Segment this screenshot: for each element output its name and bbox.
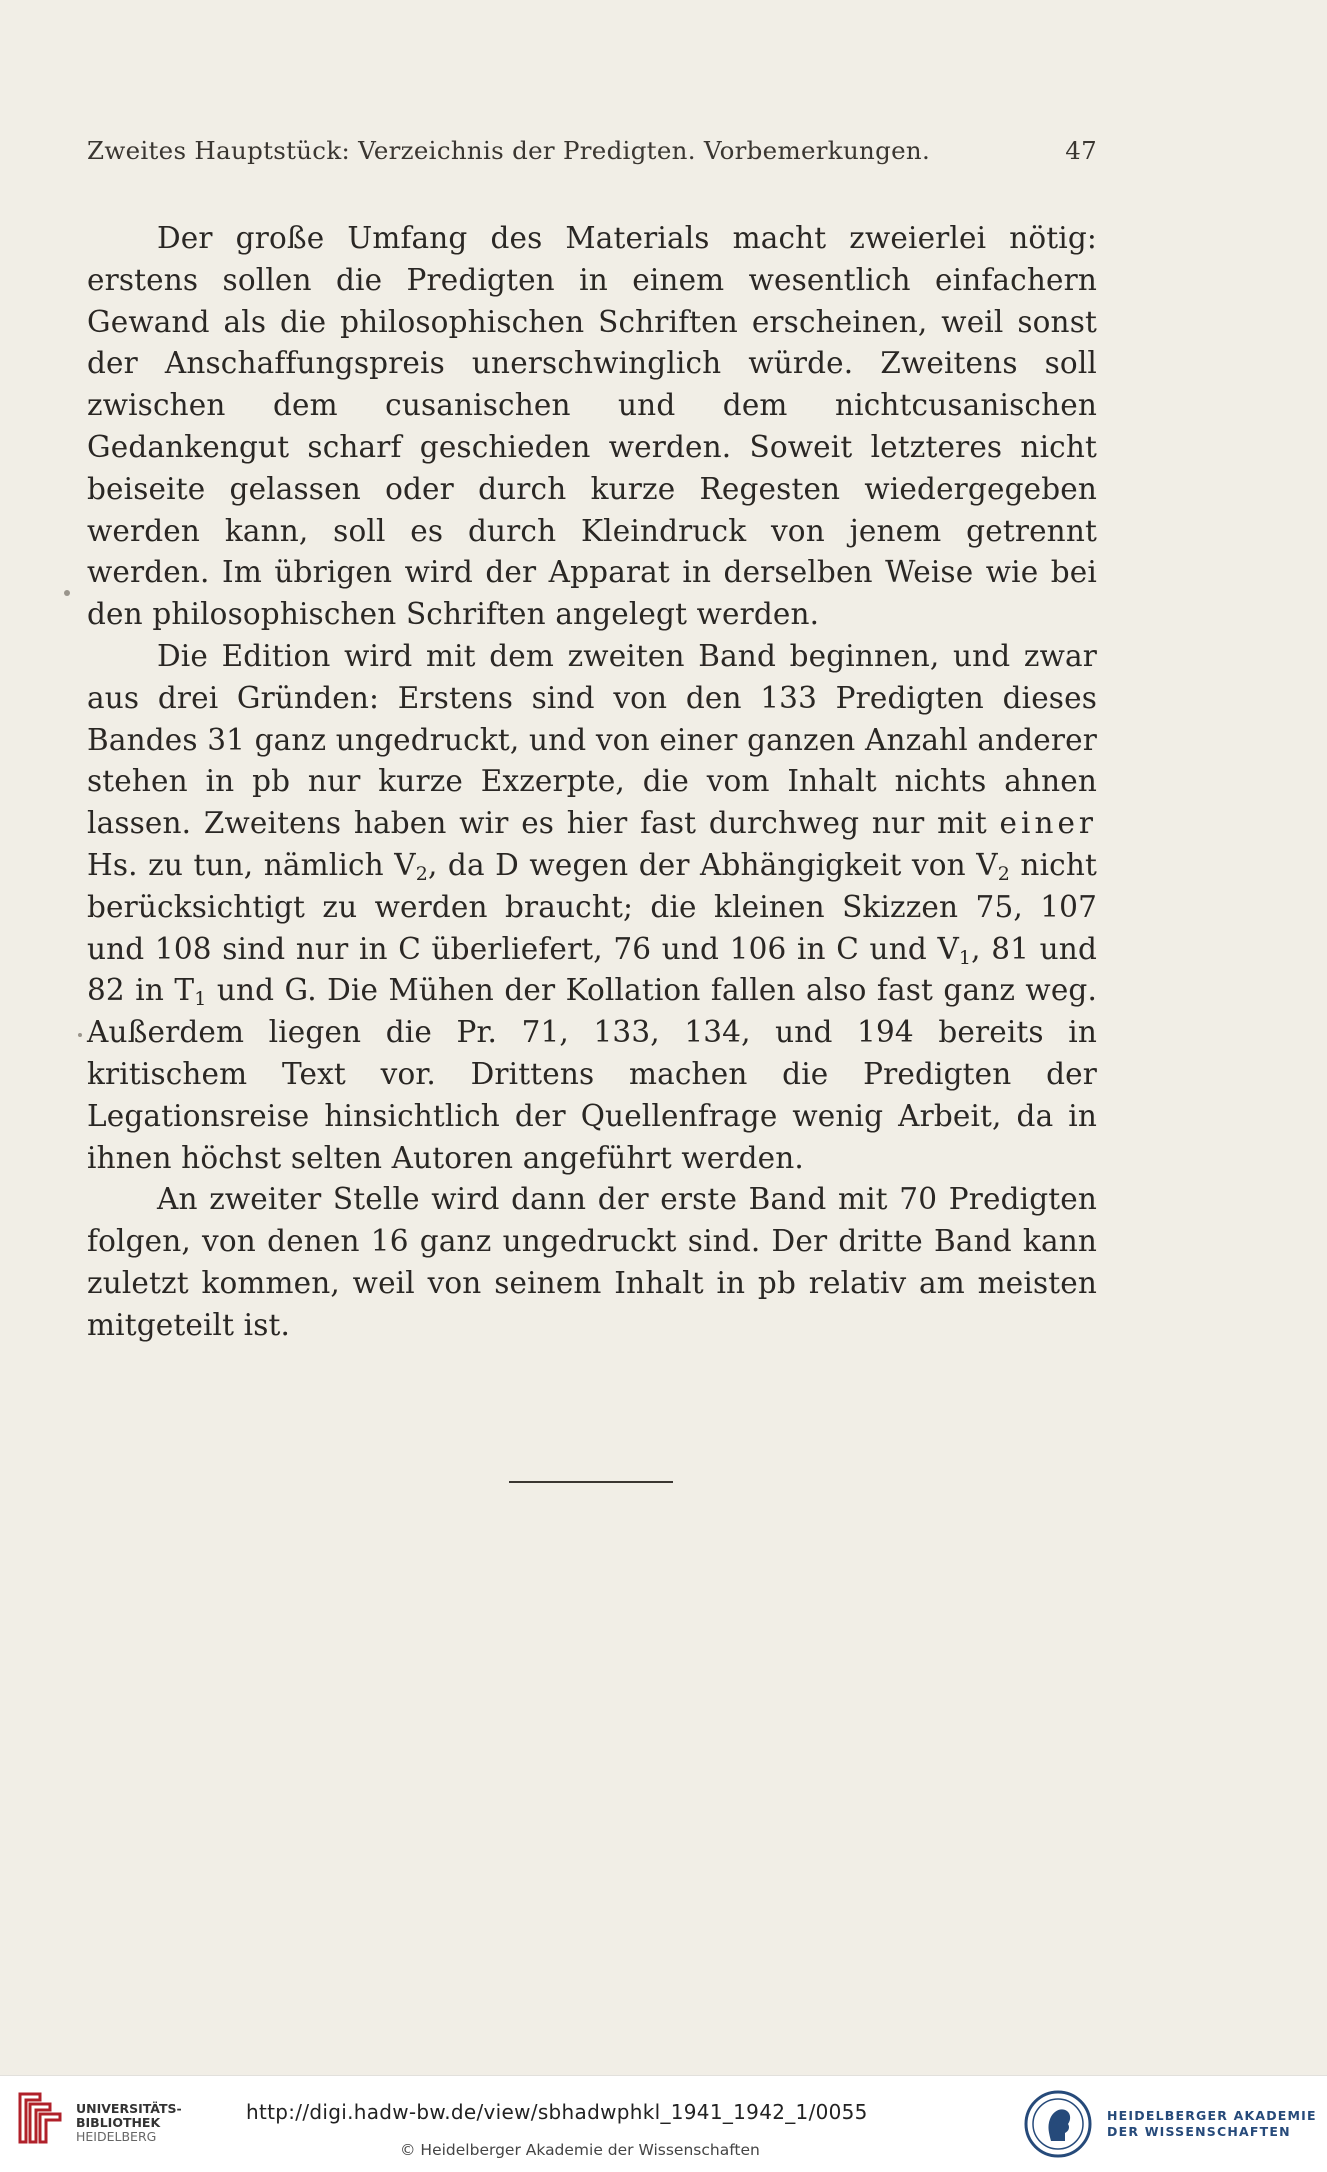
paragraph-2-part-g: und G. Die Mühen der Kollation fallen also fast ganz weg. Außerdem liegen die Pr. 71, 133, 134, und 194 bereits in kritischem Text vor. Drittens machen die Predigten der Legationsreise hinsichtlich der Quellenfrage wenig Arbeit, da in ihnen höchst selten Autoren angeführt werden. <box>87 973 1097 1175</box>
academy-seal-icon[interactable] <box>1023 2089 1093 2159</box>
subscript: 2 <box>997 862 1010 885</box>
subscript: 1 <box>194 988 207 1011</box>
copyright-notice: © Heidelberger Akademie der Wissenschaften <box>400 2141 760 2159</box>
library-name: UNIVERSITÄTS- BIBLIOTHEK HEIDELBERG <box>76 2101 182 2144</box>
paragraph-2-part-c: Hs. zu tun, nämlich V <box>87 847 416 882</box>
emphasized-word: einer <box>999 806 1097 841</box>
running-head-title: Zweites Hauptstück: Verzeichnis der Predigten. Vorbemerkungen. <box>87 136 931 165</box>
paragraph-2-part-f: , 81 und 82 in T <box>87 931 1097 1008</box>
subscript: 1 <box>958 946 972 969</box>
running-head <box>87 136 1097 165</box>
paragraph-2 <box>87 636 1097 1179</box>
paragraph-2-part-e: nicht berücksichtigt zu werden braucht; die kleinen Skizzen 75, 107 und 108 sind nur in C überliefert, 76 und 106 in C und V <box>87 847 1097 966</box>
paragraph-1: Der große Umfang des Materials macht zweierlei nötig: erstens sollen die Predigten in einem wesentlich einfachern Gewand als die philosophischen Schriften erscheinen, weil sonst der Anschaffungspreis unerschwinglich würde. Zweitens soll zwischen dem cusanischen und dem nichtcusanischen Gedankengut scharf geschieden werden. Soweit letzteres nicht beiseite gelassen oder durch kurze Regesten wiedergegeben werden kann, soll es durch Kleindruck von jenem getrennt werden. Im übrigen wird der Apparat in derselben Weise wie bei den philosophischen Schriften angelegt werden. <box>87 221 1097 632</box>
scan-speck <box>64 590 70 596</box>
subscript: 2 <box>415 862 428 885</box>
body-text <box>87 218 1097 1347</box>
library-logo-icon[interactable] <box>14 2088 64 2148</box>
end-rule <box>509 1481 673 1483</box>
academy-name: HEIDELBERGER AKADEMIE DER WISSENSCHAFTEN <box>1107 2108 1317 2139</box>
paragraph-2-part-d: , da D wegen der Abhängigkeit von V <box>427 847 998 882</box>
paragraph-2-part-a: Die Edition wird mit dem zweiten Band beginnen, und zwar aus drei Gründen: Erstens sind von den 133 Predigten dieses Bandes 31 ganz ungedruckt, und von einer ganzen Anzahl anderer stehen in pb nur kurze Exzerpte, die vom Inhalt nichts ahnen lassen. Zweitens haben wir es hier fast durchweg nur mit <box>87 638 1097 841</box>
footer-bar <box>0 2075 1327 2172</box>
page-number: 47 <box>1065 136 1097 165</box>
scan-speck <box>78 1033 82 1037</box>
permalink-url[interactable]: http://digi.hadw-bw.de/view/sbhadwphkl_1941_1942_1/0055 <box>246 2100 868 2124</box>
paragraph-3: An zweiter Stelle wird dann der erste Band mit 70 Predigten folgen, von denen 16 ganz ungedruckt sind. Der dritte Band kann zuletzt kommen, weil von seinem Inhalt in pb relativ am meisten mitgeteilt ist. <box>87 1182 1097 1342</box>
